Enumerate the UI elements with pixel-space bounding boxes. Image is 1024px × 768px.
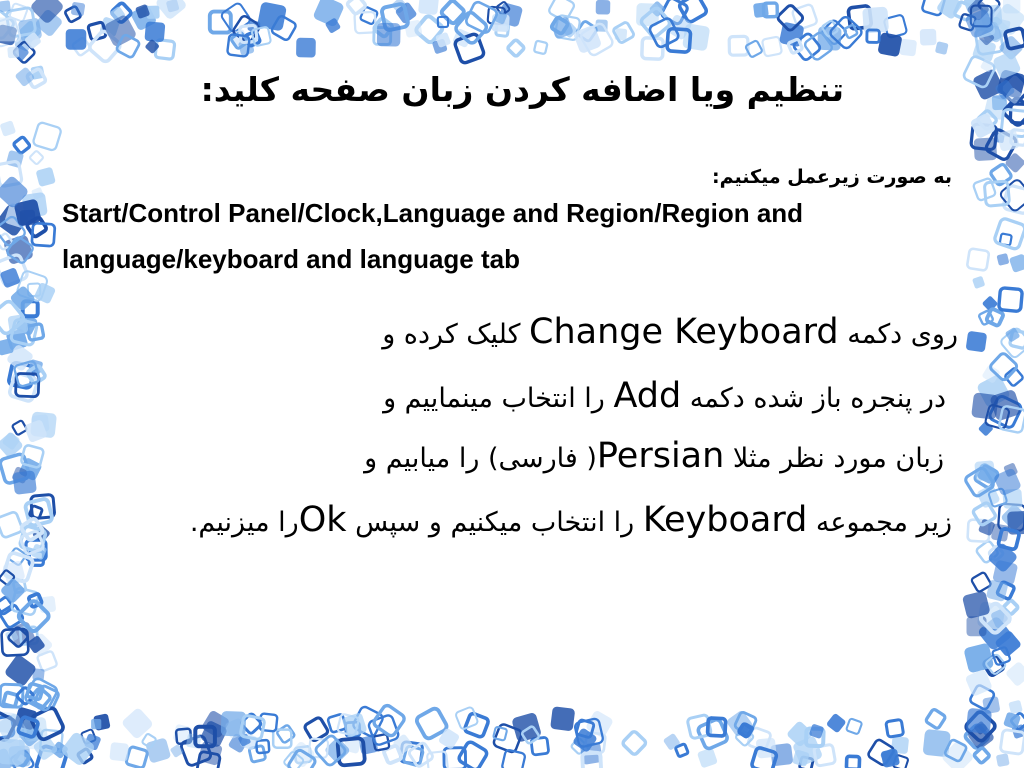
border-square bbox=[12, 470, 37, 495]
border-square bbox=[155, 39, 175, 59]
step-3-before: زبان مورد نظر مثلا bbox=[724, 443, 944, 474]
navigation-path-line-1: Start/Control Panel/Clock,Language and Region/Region and bbox=[62, 198, 804, 228]
step-1-before: روی دکمه bbox=[838, 319, 958, 350]
navigation-path-line-2: language/keyboard and language tab bbox=[62, 244, 520, 274]
step-2-highlight: Add bbox=[613, 376, 682, 416]
border-square bbox=[126, 746, 148, 768]
border-square bbox=[13, 136, 30, 153]
border-square bbox=[642, 38, 664, 60]
border-square bbox=[3, 692, 18, 707]
border-square bbox=[210, 12, 231, 33]
border-square bbox=[145, 737, 171, 763]
border-square bbox=[925, 709, 946, 730]
border-square bbox=[920, 29, 937, 46]
border-square bbox=[155, 0, 188, 21]
border-square bbox=[966, 331, 988, 353]
border-square bbox=[1009, 253, 1024, 273]
border-square bbox=[296, 38, 316, 58]
border-square bbox=[697, 747, 718, 768]
border-square bbox=[458, 741, 489, 768]
border-square bbox=[534, 41, 548, 55]
border-square bbox=[971, 392, 999, 420]
border-square bbox=[7, 46, 19, 58]
border-square bbox=[493, 727, 507, 741]
border-square bbox=[12, 420, 27, 435]
step-1 bbox=[382, 312, 958, 352]
border-square bbox=[844, 24, 858, 38]
border-square bbox=[877, 32, 902, 57]
border-square bbox=[29, 505, 42, 518]
border-square bbox=[596, 0, 611, 15]
step-4 bbox=[190, 500, 952, 540]
slide-title: تنظیم ویا اضافه کردن زبان صفحه کلید: bbox=[200, 70, 844, 109]
border-square bbox=[502, 749, 526, 768]
step-4-before: زیر مجموعه bbox=[807, 507, 952, 538]
border-square bbox=[899, 39, 917, 57]
border-square bbox=[377, 23, 401, 47]
border-square bbox=[886, 719, 904, 737]
step-3 bbox=[364, 436, 944, 476]
border-square bbox=[109, 742, 129, 762]
border-square bbox=[0, 511, 23, 538]
border-square bbox=[999, 288, 1023, 312]
border-square bbox=[966, 708, 992, 734]
step-3-after: ( فارسی) را میابیم و bbox=[364, 443, 597, 474]
border-square bbox=[91, 719, 101, 729]
step-3-highlight: Persian bbox=[596, 436, 725, 476]
border-square bbox=[0, 17, 17, 41]
border-square bbox=[550, 706, 575, 731]
border-square bbox=[846, 756, 859, 768]
step-4-highlight: Keyboard bbox=[642, 500, 808, 540]
step-4-after: را انتخاب میکنیم و سپس bbox=[346, 507, 643, 538]
border-square bbox=[972, 276, 985, 289]
border-square bbox=[66, 29, 87, 50]
border-square bbox=[967, 248, 990, 271]
border-square bbox=[507, 39, 525, 57]
step-1-after: کلیک کرده و bbox=[382, 319, 529, 350]
border-square bbox=[418, 0, 439, 15]
border-square bbox=[663, 733, 681, 751]
border-square bbox=[1005, 661, 1024, 687]
step-2-before: در پنجره باز شده دکمه bbox=[681, 383, 946, 414]
border-square bbox=[935, 41, 949, 55]
border-square bbox=[996, 753, 1010, 767]
border-square bbox=[826, 713, 847, 734]
border-square bbox=[9, 285, 36, 312]
border-square bbox=[1000, 729, 1024, 754]
border-square bbox=[29, 150, 43, 164]
border-square bbox=[762, 36, 782, 56]
step-2 bbox=[383, 376, 946, 416]
border-square bbox=[0, 0, 11, 12]
border-square bbox=[967, 616, 987, 636]
border-square bbox=[996, 253, 1009, 266]
border-square bbox=[36, 167, 56, 187]
step-4-after-2: را میزنیم. bbox=[189, 507, 299, 538]
step-1-highlight: Change Keyboard bbox=[529, 312, 839, 352]
border-square bbox=[144, 21, 165, 42]
border-square bbox=[32, 122, 61, 151]
border-square bbox=[71, 2, 86, 17]
step-4-highlight-2: Ok bbox=[298, 500, 347, 540]
border-square bbox=[846, 718, 862, 734]
intro-text: به صورت زیرعمل میکنیم: bbox=[712, 166, 952, 188]
border-square bbox=[0, 739, 25, 766]
border-square bbox=[622, 730, 647, 755]
border-square bbox=[0, 267, 21, 288]
border-square bbox=[0, 120, 16, 137]
step-2-after: را انتخاب مینماییم و bbox=[383, 383, 614, 414]
